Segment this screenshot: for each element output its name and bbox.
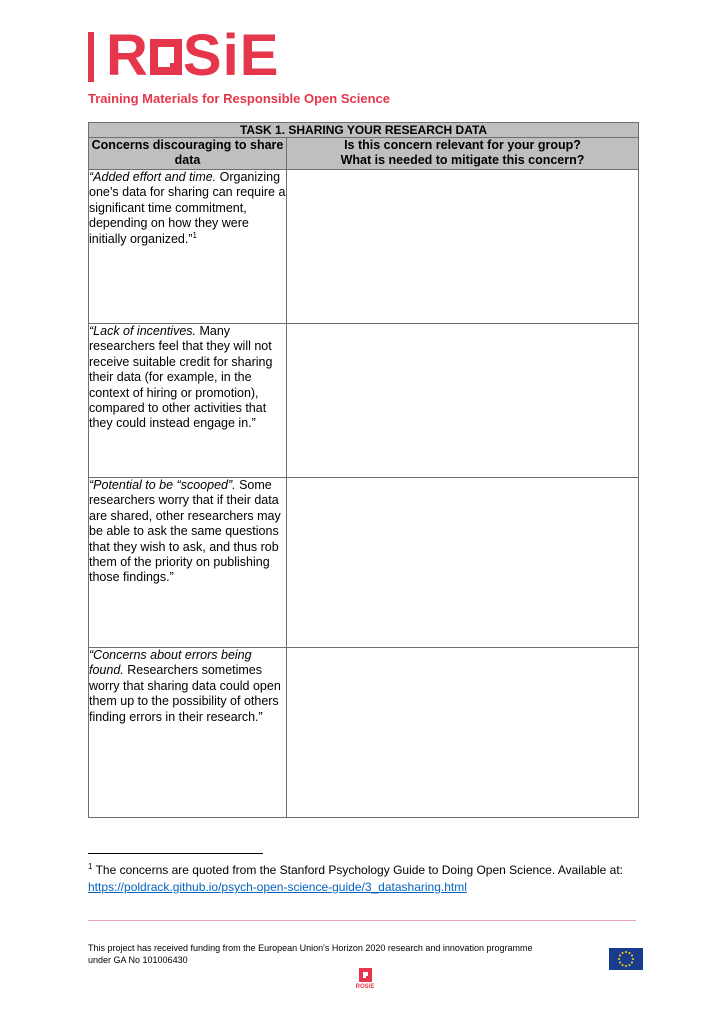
footnote: $^1$ The concerns are quoted from the Stanford Psychology Guide to Doing Open Science. Available at: https://poldrack.github.io/psych-open-science-guide/3_datasharing.html: [88, 862, 623, 894]
source-link[interactable]: https://poldrack.github.io/psych-open-science-guide/3_datasharing.html: [88, 880, 467, 894]
rosie-logo: [88, 23, 280, 88]
footnote-ref: 1: [192, 230, 197, 240]
mini-logo-square-icon: [359, 968, 372, 982]
footnote-divider: [88, 853, 263, 854]
answer-cell[interactable]: [287, 324, 639, 478]
rosie-mini-logo: ROSiE: [350, 968, 380, 990]
answer-cell[interactable]: [287, 170, 639, 324]
concern-cell: “Concerns about errors being found. Researchers sometimes worry that sharing data could open them up to the possibility of others finding errors in their research.”: [89, 648, 287, 818]
logo-bar: [88, 32, 94, 82]
eu-flag-icon: [609, 948, 643, 970]
answer-cell[interactable]: [287, 478, 639, 648]
concern-cell: “Potential to be “scooped”. Some researchers worry that if their data are shared, other researchers may be able to ask the same questions that they wish to ask, and thus rob them of the priority on publishing those findings.”: [89, 478, 287, 648]
footer-divider: [88, 920, 636, 921]
answer-cell[interactable]: [287, 648, 639, 818]
table-title: TASK 1. SHARING YOUR RESEARCH DATA: [89, 123, 639, 138]
logo-wordmark: R SiE: [106, 23, 280, 88]
logo-square-icon: [150, 39, 182, 75]
task-table: [88, 122, 639, 818]
column-header-relevance: Is this concern relevant for your group? What is needed to mitigate this concern?: [287, 138, 639, 170]
column-header-concerns: Concerns discouraging to share data: [89, 138, 287, 170]
concern-cell: “Added effort and time. Organizing one’s data for sharing can require a significant time commitment, depending on how they were initially organized.”$^1$: [89, 170, 287, 324]
concern-cell: “Lack of incentives. Many researchers feel that they will not receive suitable credit for sharing their data (for example, in the context of hiring or promotion), compared to other activities that they could instead engage in.”: [89, 324, 287, 478]
tagline: Training Materials for Responsible Open Science: [88, 91, 390, 106]
funding-statement: This project has received funding from the European Union's Horizon 2020 research and innovation programme under GA No 101006430: [88, 943, 533, 965]
